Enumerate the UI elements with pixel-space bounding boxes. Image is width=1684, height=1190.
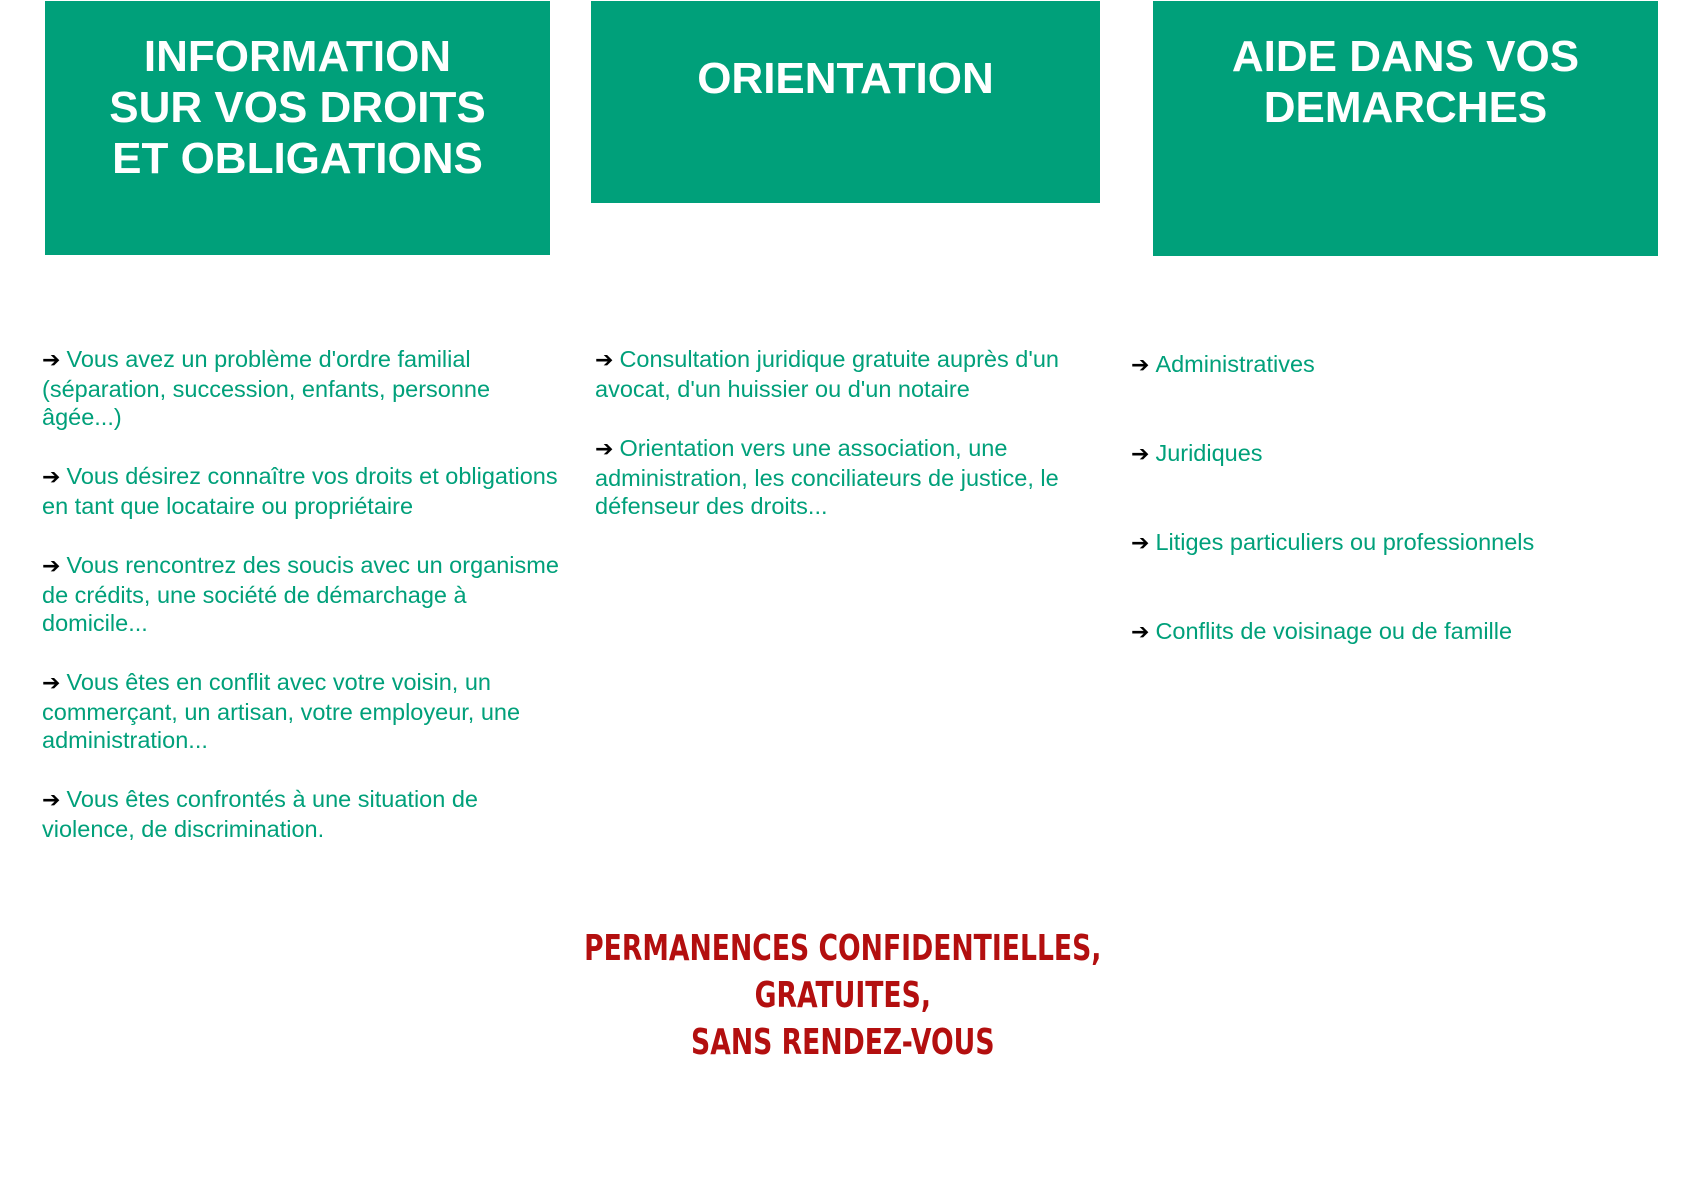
list-item <box>42 551 562 637</box>
right-arrow-icon: ➔ <box>1131 620 1150 645</box>
list-item <box>42 785 562 843</box>
list-item <box>1131 350 1651 380</box>
right-arrow-icon: ➔ <box>42 671 61 696</box>
right-arrow-icon: ➔ <box>42 554 61 579</box>
list-item <box>42 668 562 754</box>
item-text: Consultation juridique gratuite auprès d'un avocat, d'un huissier ou d'un notaire <box>595 346 1059 402</box>
item-text: Conflits de voisinage ou de famille <box>1155 618 1513 644</box>
item-text: Administratives <box>1155 351 1315 377</box>
list-item <box>1131 439 1651 469</box>
item-text: Orientation vers une association, une administration, les conciliateurs de justice, le défenseur des droits... <box>595 435 1059 519</box>
right-arrow-icon: ➔ <box>595 437 614 462</box>
right-arrow-icon: ➔ <box>1131 531 1150 556</box>
item-text: Vous êtes en conflit avec votre voisin, un commerçant, un artisan, votre employeur, une administration... <box>42 669 521 753</box>
list-item <box>595 345 1115 403</box>
item-text: Juridiques <box>1155 440 1263 466</box>
item-text: Vous avez un problème d'ordre familial (séparation, succession, enfants, personne âgée...) <box>42 346 491 430</box>
right-arrow-icon: ➔ <box>42 348 61 373</box>
item-text: Vous êtes confrontés à une situation de violence, de discrimination. <box>42 786 478 842</box>
header-aide-demarches: AIDE DANS VOS DEMARCHES <box>1153 1 1658 256</box>
item-text: Vous désirez connaître vos droits et obligations en tant que locataire ou propriétaire <box>42 463 558 519</box>
list-item <box>1131 528 1651 558</box>
list-item <box>42 345 562 431</box>
list-item <box>595 434 1115 520</box>
list-item <box>1131 617 1651 647</box>
item-text: Litiges particuliers ou professionnels <box>1155 529 1535 555</box>
footer-notice: PERMANENCES CONFIDENTIELLES, GRATUITES, SANS RENDEZ-VOUS <box>584 928 1102 1063</box>
right-arrow-icon: ➔ <box>42 465 61 490</box>
right-arrow-icon: ➔ <box>1131 442 1150 467</box>
right-arrow-icon: ➔ <box>42 788 61 813</box>
right-arrow-icon: ➔ <box>1131 353 1150 378</box>
right-arrow-icon: ➔ <box>595 348 614 373</box>
information-list <box>42 345 562 874</box>
item-text: Vous rencontrez des soucis avec un organisme de crédits, une société de démarchage à domicile... <box>42 552 559 636</box>
orientation-list <box>595 345 1115 551</box>
header-orientation: ORIENTATION <box>591 1 1100 203</box>
header-information: INFORMATION SUR VOS DROITS ET OBLIGATIONS <box>45 1 550 255</box>
aide-list <box>1131 350 1651 706</box>
list-item <box>42 462 562 520</box>
